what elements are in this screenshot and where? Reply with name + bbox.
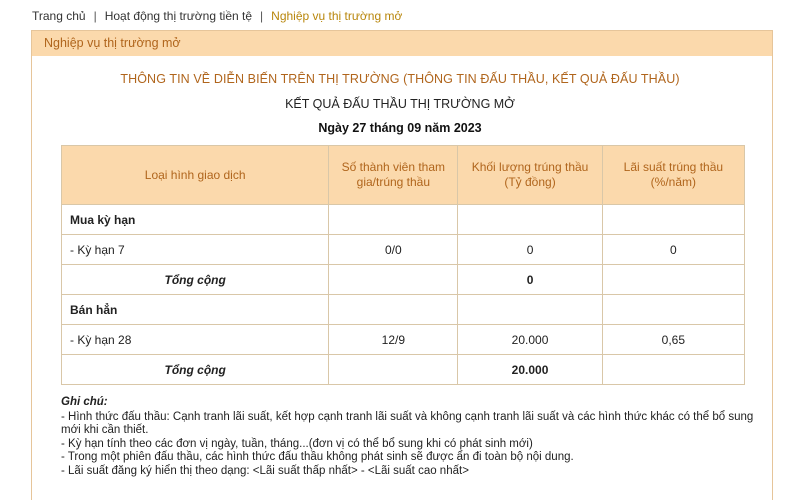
cell-transaction-type: Mua kỳ hạn — [62, 205, 329, 235]
cell-members — [329, 205, 458, 235]
header-transaction-type: Loại hình giao dịch — [62, 146, 329, 205]
report-subtitle: KẾT QUẢ ĐẤU THẦU THỊ TRƯỜNG MỞ — [285, 97, 515, 111]
cell-volume: 0 — [458, 235, 602, 265]
cell-volume: 20.000 — [458, 325, 602, 355]
cell-volume — [458, 205, 602, 235]
cell-total-volume: 20.000 — [458, 355, 602, 385]
cell-interest-rate — [602, 355, 744, 385]
breadcrumb-money-market-link[interactable]: Hoạt động thị trường tiền tệ — [104, 9, 253, 23]
table-row-total — [62, 355, 745, 385]
table-row-total — [62, 265, 745, 295]
report-title: THÔNG TIN VỀ DIỄN BIẾN TRÊN THỊ TRƯỜNG (THÔNG TIN ĐẤU THẦU, KẾT QUẢ ĐẤU THẦU) — [120, 72, 680, 86]
cell-interest-rate — [602, 205, 744, 235]
cell-interest-rate — [602, 295, 744, 325]
breadcrumb-open-market-link[interactable]: Nghiệp vụ thị trường mở — [271, 9, 403, 23]
note-line: - Kỳ hạn tính theo các đơn vị ngày, tuần, tháng...(đơn vị có thể bổ sung khi có phát sinh mới) — [61, 437, 533, 450]
notes-section — [61, 396, 761, 478]
cell-total-label: Tổng cộng — [62, 355, 329, 385]
cell-members: 0/0 — [329, 235, 458, 265]
cell-members: 12/9 — [329, 325, 458, 355]
cell-transaction-type: - Kỳ hạn 7 — [62, 235, 329, 265]
cell-interest-rate — [602, 265, 744, 295]
cell-members — [329, 265, 458, 295]
cell-total-volume: 0 — [458, 265, 602, 295]
cell-interest-rate: 0 — [602, 235, 744, 265]
cell-members — [329, 355, 458, 385]
breadcrumb-separator: | — [260, 9, 264, 23]
header-members: Số thành viên tham gia/trúng thầu — [329, 146, 458, 205]
breadcrumb-home-link[interactable]: Trang chủ — [32, 9, 86, 23]
cell-interest-rate: 0,65 — [602, 325, 744, 355]
table-header-row — [62, 146, 745, 205]
note-line: - Hình thức đấu thầu: Cạnh tranh lãi suất, kết hợp cạnh tranh lãi suất và không cạnh tranh lãi suất và các hình thức khác có thể bổ sung mới khi cần thiết. — [61, 410, 754, 436]
cell-total-label: Tổng cộng — [62, 265, 329, 295]
header-interest-rate: Lãi suất trúng thầu (%/năm) — [602, 146, 744, 205]
breadcrumb-separator: | — [93, 9, 97, 23]
cell-transaction-type: Bán hẳn — [62, 295, 329, 325]
cell-members — [329, 295, 458, 325]
note-line: - Lãi suất đăng ký hiển thị theo dạng: <Lãi suất thấp nhất> - <Lãi suất cao nhất> — [61, 464, 469, 477]
table-row — [62, 235, 745, 265]
table-row-group-sell — [62, 295, 745, 325]
notes-title: Ghi chú: — [61, 396, 108, 408]
report-date: Ngày 27 tháng 09 năm 2023 — [318, 121, 482, 135]
table-row — [62, 325, 745, 355]
header-volume: Khối lượng trúng thầu (Tỷ đồng) — [458, 146, 602, 205]
table-row-group-buy — [62, 205, 745, 235]
cell-transaction-type: - Kỳ hạn 28 — [62, 325, 329, 355]
results-table — [61, 145, 745, 385]
cell-volume — [458, 295, 602, 325]
section-header: Nghiệp vụ thị trường mở — [32, 31, 772, 56]
note-line: - Trong một phiên đấu thầu, các hình thức đấu thầu không phát sinh sẽ được ẩn đi toàn bộ nội dung. — [61, 451, 574, 463]
breadcrumb — [32, 9, 402, 23]
